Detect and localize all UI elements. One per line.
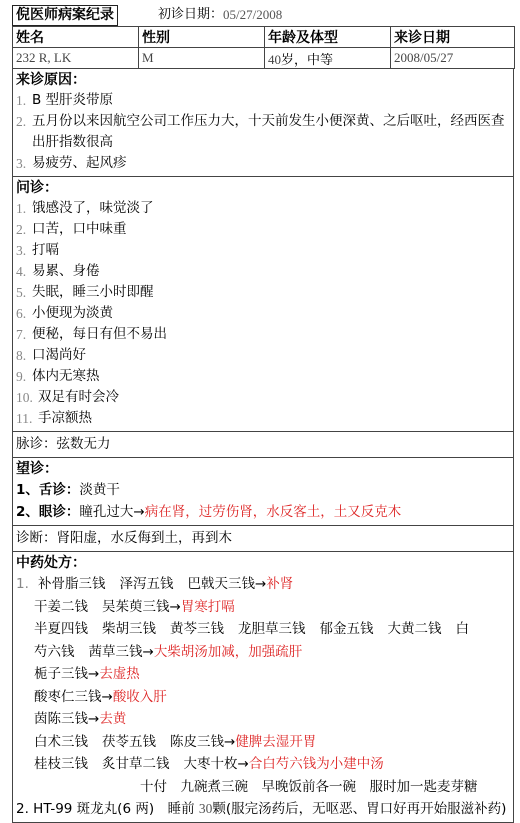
header-sex: 性别 bbox=[139, 27, 265, 48]
patient-info-table bbox=[12, 26, 515, 69]
case-record bbox=[12, 4, 514, 823]
herb-item: 吴茱萸三钱 bbox=[102, 598, 170, 615]
tongue-text: 淡黄干 bbox=[79, 482, 120, 498]
diagnosis-section bbox=[12, 526, 514, 552]
patient-name: 232 R, LK bbox=[13, 48, 139, 69]
arrow-icon: → bbox=[255, 576, 267, 592]
herb-item: 炙甘草二钱 bbox=[102, 756, 170, 772]
arrow-icon: → bbox=[88, 711, 100, 727]
herb-note: 胃寒打嗝 bbox=[180, 598, 235, 615]
herb-line bbox=[16, 641, 510, 664]
herb-line bbox=[16, 686, 510, 709]
herb-item: 柴胡三钱 bbox=[102, 621, 156, 637]
page-title: 倪医师病案纪录 bbox=[12, 5, 118, 26]
age-build: 岁，中等 bbox=[281, 52, 334, 68]
herb-note: 去虚热 bbox=[99, 666, 140, 682]
second-prescription: 2. HT-99 斑龙丸(6 两) 睡前 30颗(服完汤药后，无呕恶、胃口好再开始服滋补药) bbox=[16, 801, 507, 817]
inspection-section bbox=[12, 458, 514, 526]
arrow-icon: → bbox=[88, 666, 100, 682]
herb-note: 合白芍六钱为小建中汤 bbox=[248, 756, 384, 772]
herb-item: 芍六钱 bbox=[34, 643, 75, 660]
herb-item: 黄芩三钱 bbox=[170, 621, 224, 637]
arrow-icon: → bbox=[133, 504, 145, 520]
herb-item: 白 bbox=[455, 621, 469, 637]
first-visit-label: 初诊日期： bbox=[158, 7, 224, 22]
list-item: 5. 失眠，睡三小时即醒 bbox=[16, 284, 154, 300]
herb-item: 大枣十枚 bbox=[183, 756, 238, 772]
eye-label: 2、眼诊： bbox=[16, 504, 80, 520]
tongue-label: 1、舌诊： bbox=[16, 482, 80, 498]
herb-item: 龙胆草三钱 bbox=[238, 621, 306, 637]
first-visit-date: 05/27/2008 bbox=[223, 7, 283, 22]
herb-item: 茯苓五钱 bbox=[102, 733, 156, 750]
diagnosis-text: 诊断：肾阳虚，水反侮到土，再到木 bbox=[16, 530, 232, 546]
herb-item: 巴戟天三钱 bbox=[187, 576, 255, 592]
arrow-icon: → bbox=[224, 733, 236, 750]
list-item: 3. 打嗝 bbox=[16, 242, 59, 258]
herb-item: 泽泻五钱 bbox=[119, 576, 174, 592]
header-name: 姓名 bbox=[13, 27, 139, 48]
list-item: 2. 口苦，口中味重 bbox=[16, 221, 127, 237]
herb-note: 健脾去湿开胃 bbox=[235, 733, 317, 750]
list-item: 3. 易疲劳、起风疹 bbox=[16, 155, 127, 171]
info-header-row bbox=[13, 27, 515, 48]
herb-item: 栀子三钱 bbox=[34, 666, 88, 682]
herb-line bbox=[16, 618, 510, 641]
herb-line bbox=[16, 573, 510, 596]
title-bar bbox=[12, 4, 514, 26]
pulse-section bbox=[12, 432, 514, 458]
herb-item: 半夏四钱 bbox=[34, 621, 88, 637]
arrow-icon: → bbox=[237, 756, 249, 772]
arrow-icon: → bbox=[169, 598, 181, 615]
herb-item: 茵陈三钱 bbox=[34, 711, 88, 727]
list-item: 2. 五月份以来因航空公司工作压力大，十天前发生小便深黄、之后呕吐，经西医查出肝指数很高 bbox=[16, 113, 505, 150]
herb-item: 大黄二钱 bbox=[387, 621, 442, 637]
pulse-text: 脉诊：弦数无力 bbox=[16, 436, 111, 452]
arrow-icon: → bbox=[142, 643, 154, 660]
list-item: 11. 手凉额热 bbox=[16, 410, 92, 426]
inspection-heading: 望诊： bbox=[16, 461, 58, 477]
list-item: 7. 便秘，每日有但不易出 bbox=[16, 326, 167, 342]
age-number: 40 bbox=[268, 51, 281, 67]
herb-note: 大柴胡汤加减，加强疏肝 bbox=[153, 643, 303, 660]
list-item: 8. 口渴尚好 bbox=[16, 347, 86, 363]
herb-note: 补肾 bbox=[266, 576, 294, 592]
eye-note: 病在肾，过劳伤肾，水反客土，土又反克木 bbox=[144, 504, 402, 520]
tongue-row bbox=[16, 479, 510, 501]
eye-row bbox=[16, 501, 510, 523]
list-number: 1. bbox=[16, 576, 29, 592]
reasons-heading: 来诊原因： bbox=[16, 72, 86, 88]
prescription-section bbox=[12, 552, 514, 823]
herb-note: 去黄 bbox=[99, 711, 127, 727]
dosage-instructions: 十付 九碗煮三碗 早晚饭前各一碗 服时加一匙麦芽糖 bbox=[140, 778, 478, 795]
herb-item: 干姜二钱 bbox=[34, 598, 88, 615]
patient-age bbox=[265, 48, 391, 69]
list-item: 10. 双足有时会冷 bbox=[16, 389, 119, 405]
header-visit-date: 来诊日期 bbox=[391, 27, 515, 48]
herb-item: 陈皮三钱 bbox=[170, 733, 224, 750]
herb-list bbox=[16, 573, 510, 776]
list-item: 1. 饿感没了，味觉淡了 bbox=[16, 200, 154, 216]
eye-text: 瞳孔过大 bbox=[79, 504, 134, 520]
list-item: 1. B 型肝炎带原 bbox=[16, 92, 114, 108]
herb-item: 补骨脂三钱 bbox=[38, 576, 106, 592]
herb-item: 茜草三钱 bbox=[88, 643, 143, 660]
list-item: 6. 小便现为淡黄 bbox=[16, 305, 113, 321]
inquiry-section bbox=[12, 177, 514, 432]
arrow-icon: → bbox=[101, 688, 113, 705]
reasons-section bbox=[12, 69, 514, 177]
herb-item: 郁金五钱 bbox=[319, 621, 374, 637]
herb-line bbox=[16, 753, 510, 776]
herb-line bbox=[16, 596, 510, 619]
herb-line bbox=[16, 663, 510, 686]
list-item: 9. 体内无寒热 bbox=[16, 368, 100, 384]
prescription-heading: 中药处方： bbox=[16, 555, 86, 571]
herb-note: 酸收入肝 bbox=[112, 688, 167, 705]
visit-date: 2008/05/27 bbox=[391, 48, 515, 69]
info-value-row bbox=[13, 48, 515, 69]
herb-item: 酸枣仁三钱 bbox=[34, 688, 102, 705]
list-item: 4. 易累、身倦 bbox=[16, 263, 100, 279]
inquiry-heading: 问诊： bbox=[16, 180, 58, 196]
header-age: 年龄及体型 bbox=[265, 27, 391, 48]
herb-line bbox=[16, 731, 510, 754]
herb-item: 桂枝三钱 bbox=[34, 756, 88, 772]
herb-item: 白术三钱 bbox=[34, 733, 88, 750]
herb-line bbox=[16, 708, 510, 731]
patient-sex: M bbox=[139, 48, 265, 69]
